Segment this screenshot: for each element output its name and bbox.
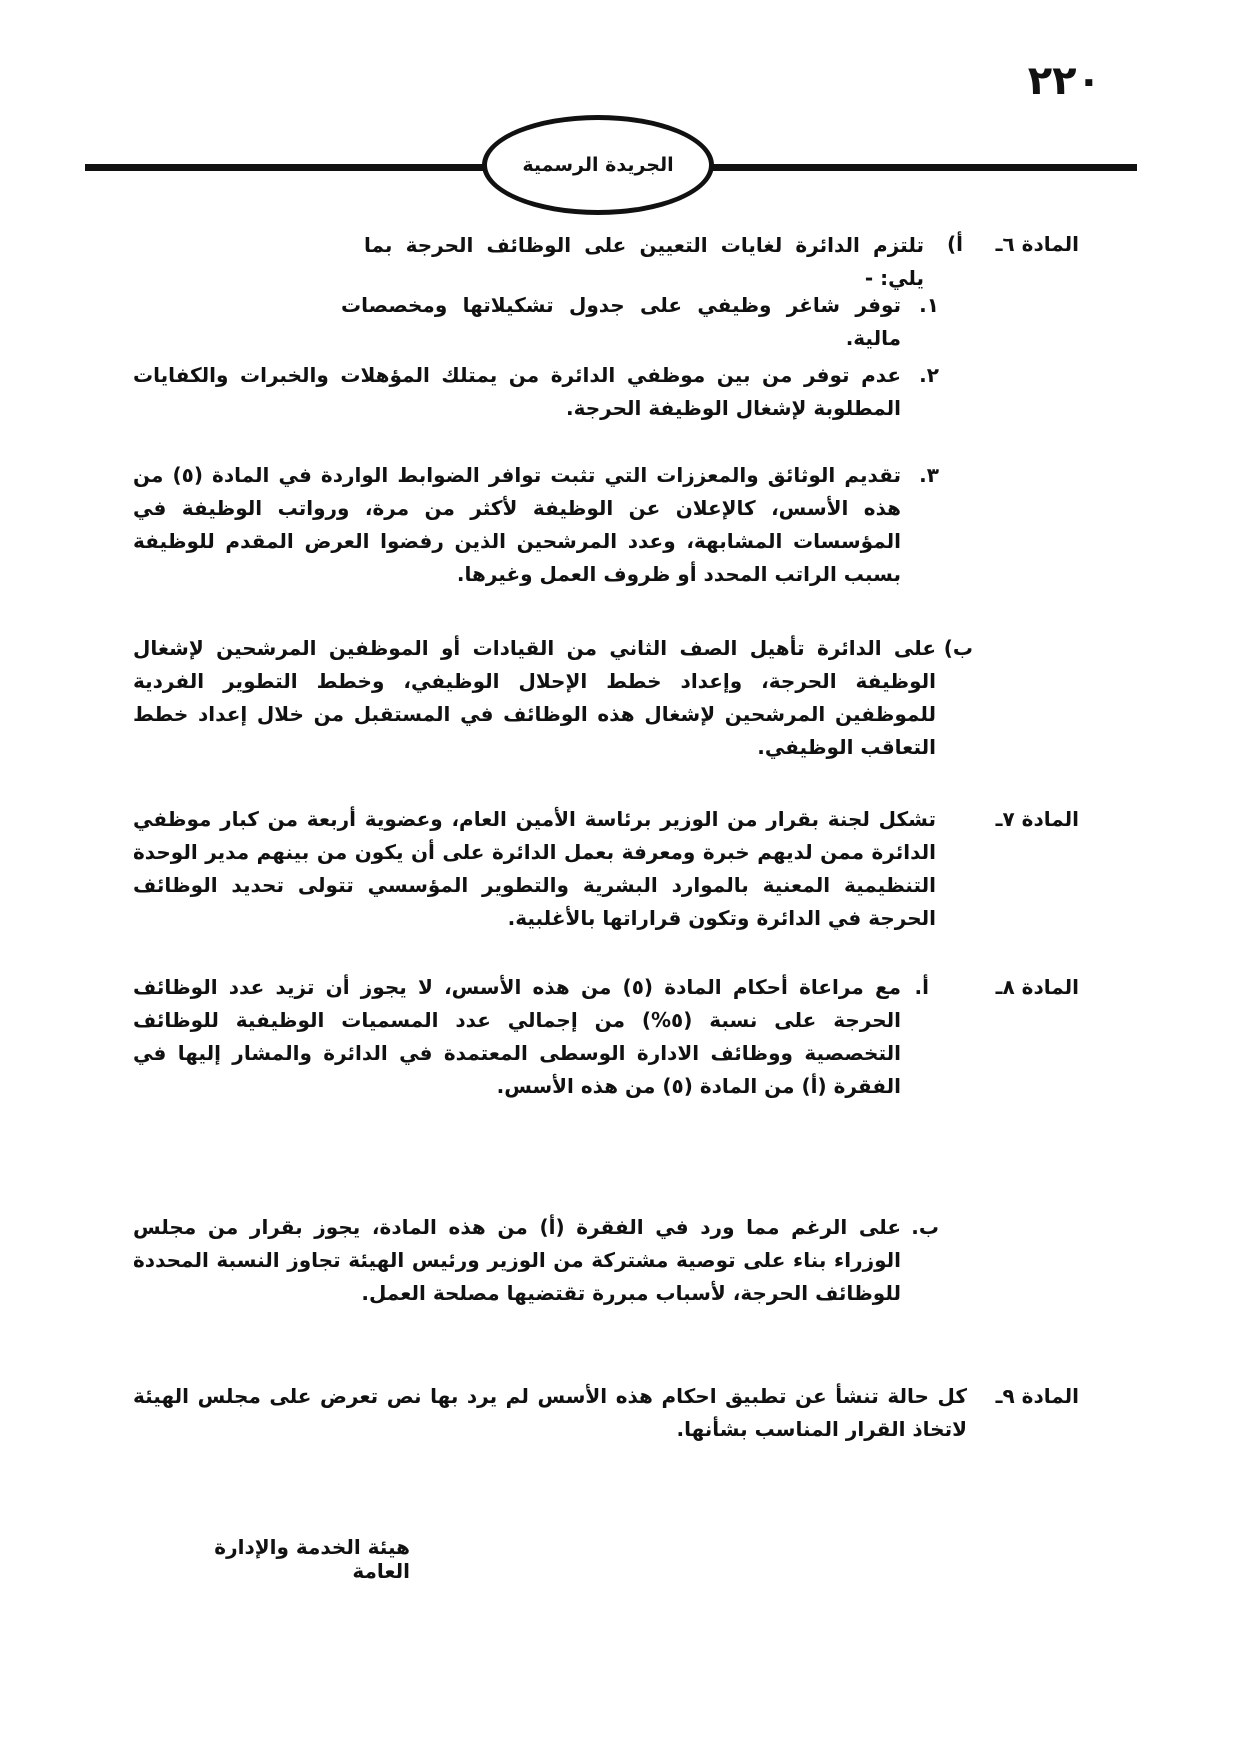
article-8-b-text: على الرغم مما ورد في الفقرة (أ) من هذه المادة، يجوز بقرار من مجلس الوزراء بناء على توصية مشتركة من الوزير ورئيس الهيئة تجاوز النسبة المحددة للوظائف الحرجة، لأسباب مبررة تقتضيها مصلحة العمل. — [133, 1215, 901, 1305]
article-8-marker-a: أ. — [914, 975, 929, 999]
article-6-item-1-number: ١. — [919, 293, 939, 317]
article-6-item-3-number: ٣. — [919, 463, 939, 487]
article-6-a-text: تلتزم الدائرة لغايات التعيين على الوظائف الحرجة بما يلي: - — [364, 233, 924, 290]
article-6-marker-a: أ) — [947, 232, 963, 256]
article-7-label: المادة ٧ـ — [995, 807, 1079, 831]
article-6-item-2-text: عدم توفر من بين موظفي الدائرة من يمتلك المؤهلات والخبرات والكفايات المطلوبة لإشغال الوظيفة الحرجة. — [133, 363, 901, 420]
article-6-marker-b: ب) — [943, 636, 973, 660]
article-8-label: المادة ٨ـ — [995, 975, 1079, 999]
article-8-a-text: مع مراعاة أحكام المادة (٥) من هذه الأسس، لا يجوز أن تزيد عدد الوظائف الحرجة على نسبة (٥%) من إجمالي عدد المسميات الوظيفية للوظائف التخصصية ووظائف الادارة الوسطى المعتمدة في الدائرة والمشار إليها في الفقرة (أ) من المادة (٥) من هذه الأسس. — [133, 975, 901, 1098]
article-6-item-3-text: تقديم الوثائق والمعززات التي تثبت توافر الضوابط الواردة في المادة (٥) من هذه الأسس، كالإعلان عن الوظيفة لأكثر من مرة، ورواتب الوظيفة في المؤسسات المشابهة، وعدد المرشحين الذين رفضوا العرض المقدم للوظيفة بسبب الراتب المحدد أو ظروف العمل وغيرها. — [133, 463, 901, 586]
article-6-b-text: على الدائرة تأهيل الصف الثاني من القيادات أو الموظفين المرشحين لإشغال الوظيفة الحرجة، وإعداد خطط الإحلال الوظيفي، وخطط التطوير الفردية للموظفين المرشحين لإشغال هذه الوظائف في المستقبل من خلال إعداد خطط التعاقب الوظيفي. — [133, 636, 936, 759]
article-6-label: المادة ٦ـ — [995, 232, 1079, 256]
signature: هيئة الخدمة والإدارة العامة — [214, 1535, 410, 1583]
article-9-label: المادة ٩ـ — [995, 1384, 1079, 1408]
article-8-marker-b: ب. — [911, 1215, 939, 1239]
page-number: ٢٢٠ — [1027, 58, 1101, 104]
article-6-item-2-number: ٢. — [919, 363, 939, 387]
masthead-oval — [482, 115, 714, 215]
article-7-text: تشكل لجنة بقرار من الوزير برئاسة الأمين العام، وعضوية أربعة من كبار موظفي الدائرة ممن لديهم خبرة ومعرفة بعمل الدائرة على أن يكون من بينهم مدير الوحدة التنظيمية المعنية بالموارد البشرية والتطوير المؤسسي تتولى تحديد الوظائف الحرجة في الدائرة وتكون قراراتها بالأغلبية. — [133, 807, 936, 930]
article-6-item-1-text: توفر شاغر وظيفي على جدول تشكيلاتها ومخصصات مالية. — [341, 293, 901, 350]
masthead-title: الجريدة الرسمية — [522, 154, 674, 176]
article-9-text: كل حالة تنشأ عن تطبيق احكام هذه الأسس لم يرد بها نص تعرض على مجلس الهيئة لاتخاذ القرار المناسب بشأنها. — [133, 1384, 967, 1441]
